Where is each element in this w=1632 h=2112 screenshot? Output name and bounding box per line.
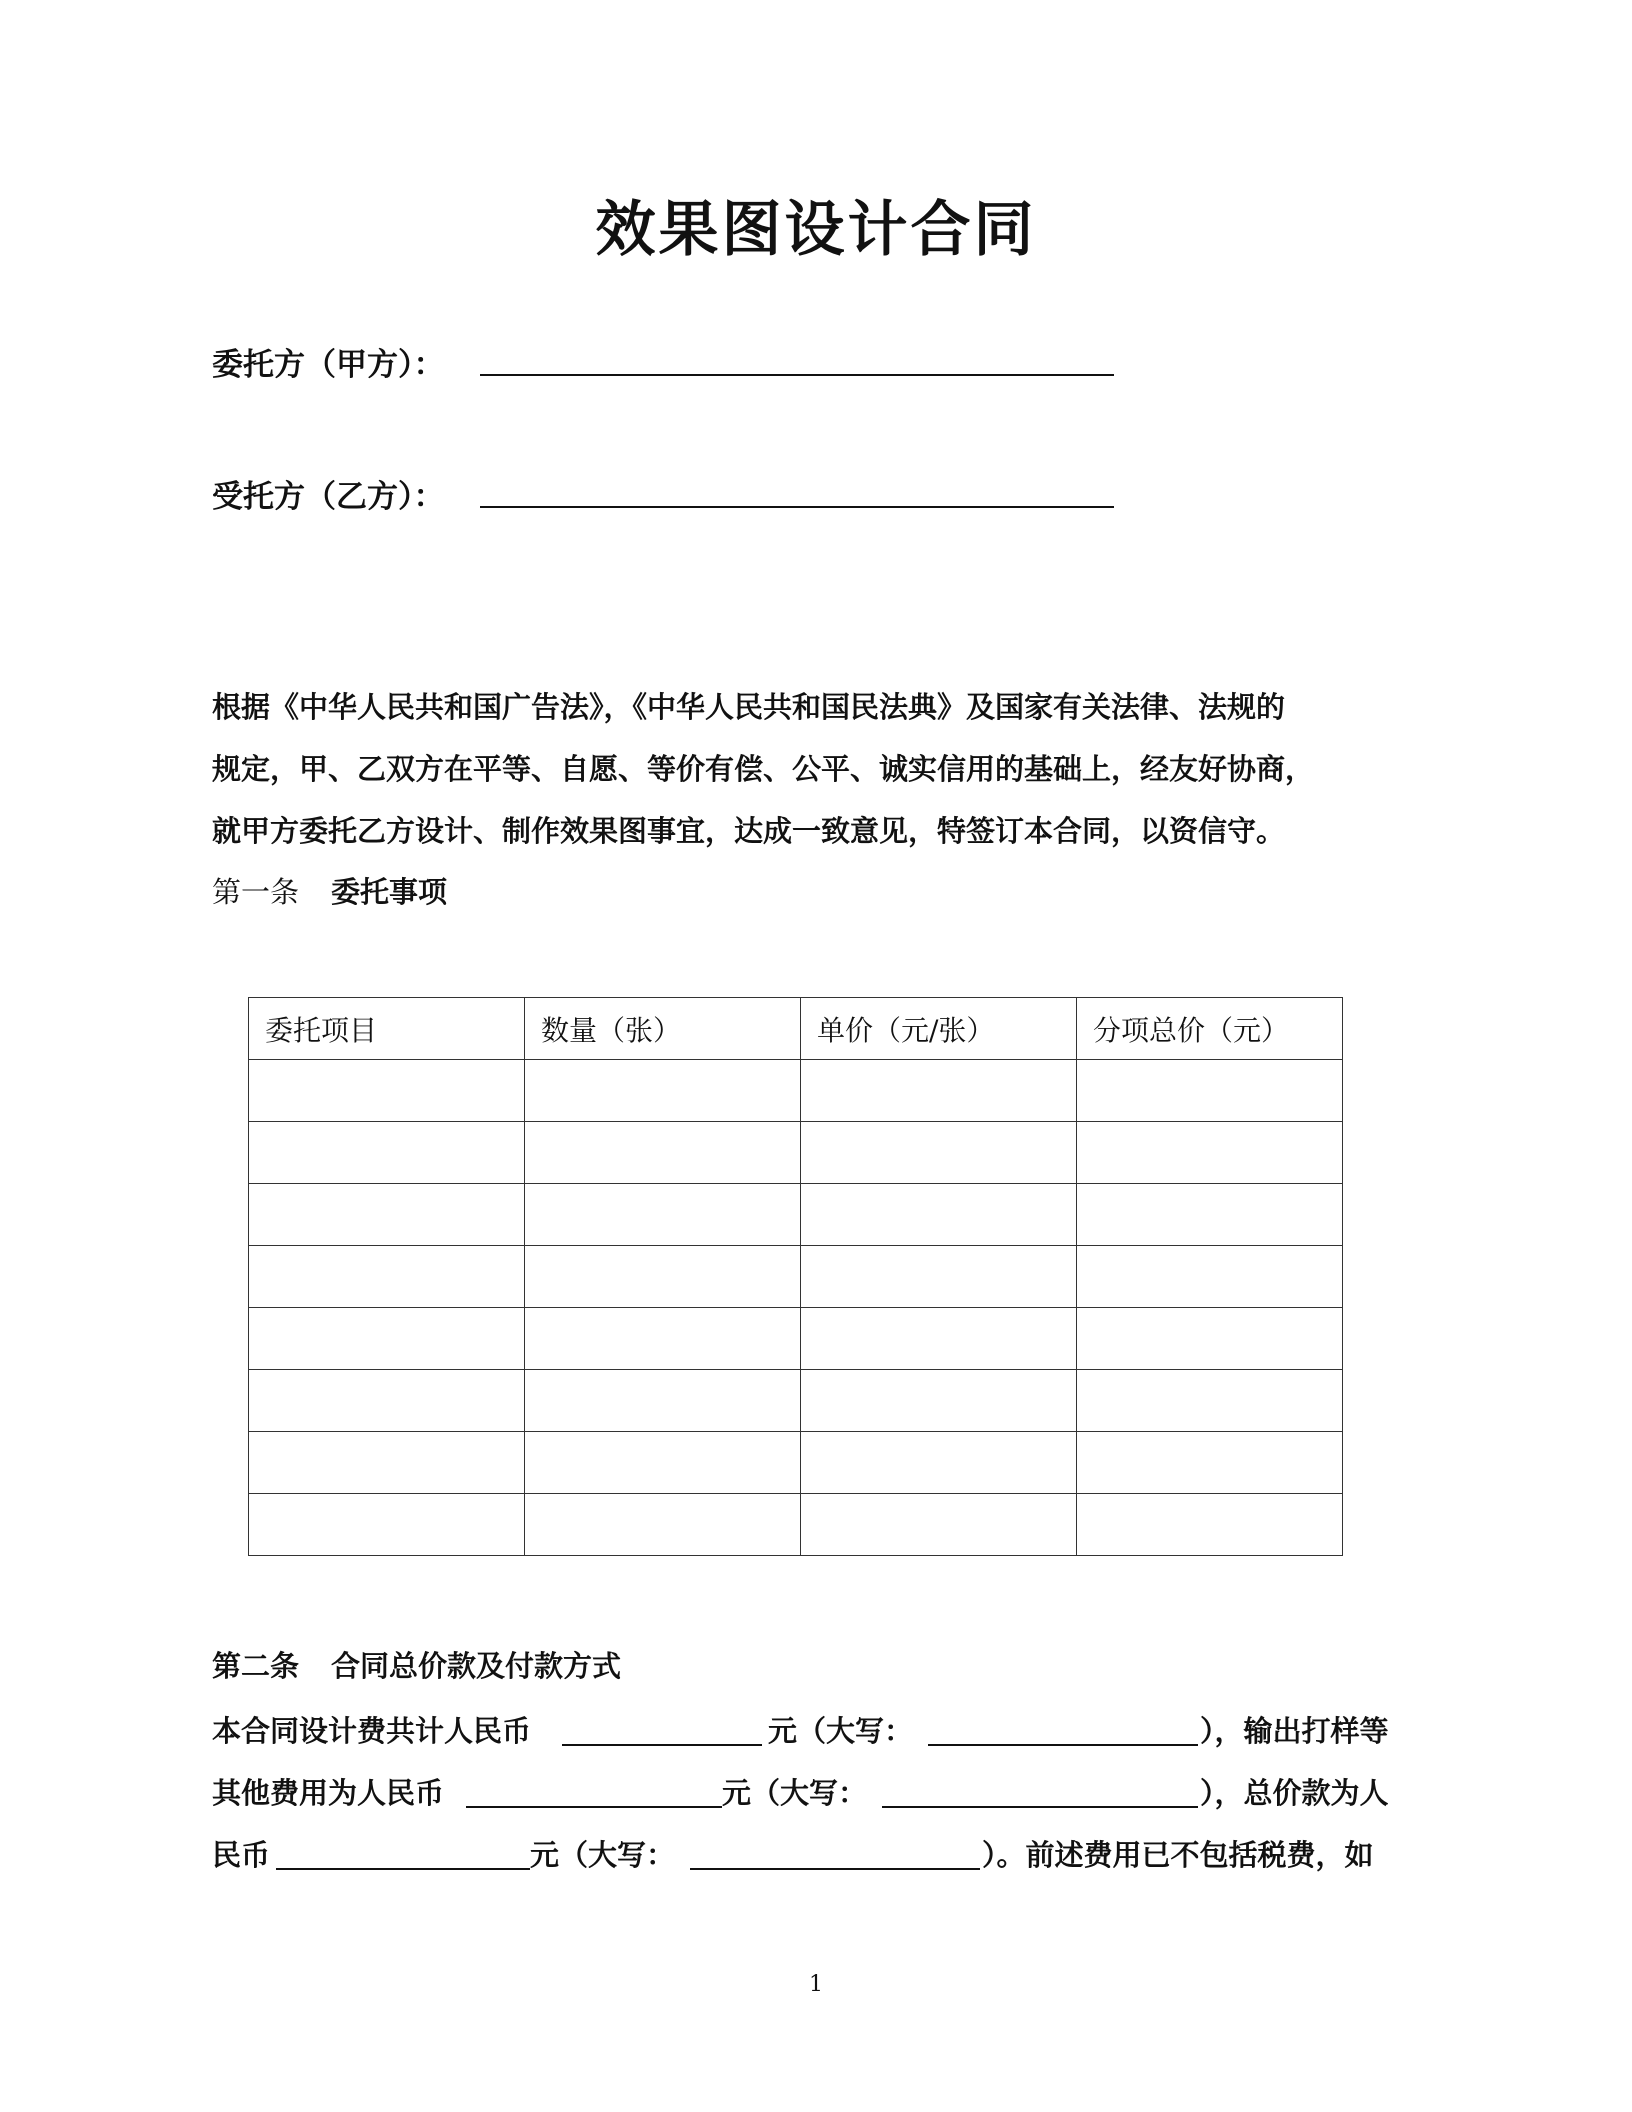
article-number: 第一条 bbox=[212, 875, 300, 909]
column-header-unit-price: 单价（元/张） bbox=[801, 998, 1077, 1060]
table-body bbox=[249, 1060, 1343, 1556]
payment-text: 元（大写： bbox=[530, 1838, 676, 1872]
table-cell[interactable] bbox=[801, 1122, 1077, 1184]
column-header-quantity: 数量（张） bbox=[525, 998, 801, 1060]
table-row bbox=[249, 1370, 1343, 1432]
party-b-blank[interactable] bbox=[480, 506, 1114, 508]
design-fee-words-blank[interactable] bbox=[928, 1744, 1198, 1746]
total-price-blank[interactable] bbox=[276, 1868, 530, 1870]
table-row bbox=[249, 1122, 1343, 1184]
table-row bbox=[249, 1060, 1343, 1122]
table-row bbox=[249, 1246, 1343, 1308]
page-number: 1 bbox=[809, 1972, 823, 1997]
table-cell[interactable] bbox=[525, 1370, 801, 1432]
table-cell[interactable] bbox=[1077, 1122, 1343, 1184]
commission-items-table bbox=[248, 997, 1343, 1556]
table-cell[interactable] bbox=[801, 1308, 1077, 1370]
column-header-subtotal: 分项总价（元） bbox=[1077, 998, 1343, 1060]
table-cell[interactable] bbox=[525, 1122, 801, 1184]
table-cell[interactable] bbox=[525, 1494, 801, 1556]
design-fee-blank[interactable] bbox=[562, 1744, 762, 1746]
table-cell[interactable] bbox=[249, 1432, 525, 1494]
table-cell[interactable] bbox=[801, 1060, 1077, 1122]
party-a-blank[interactable] bbox=[480, 374, 1114, 376]
party-b-label: 受托方（乙方）： bbox=[212, 479, 445, 515]
table-cell[interactable] bbox=[801, 1184, 1077, 1246]
table-cell[interactable] bbox=[1077, 1308, 1343, 1370]
payment-text: 其他费用为人民币 bbox=[212, 1776, 445, 1810]
table-cell[interactable] bbox=[249, 1370, 525, 1432]
payment-line bbox=[212, 1700, 1412, 1762]
other-fee-blank[interactable] bbox=[466, 1806, 722, 1808]
table-row bbox=[249, 1184, 1343, 1246]
table-cell[interactable] bbox=[1077, 1370, 1343, 1432]
table-cell[interactable] bbox=[1077, 1060, 1343, 1122]
table-row bbox=[249, 1432, 1343, 1494]
party-a-row bbox=[212, 340, 445, 390]
payment-line bbox=[212, 1762, 1412, 1824]
table-cell[interactable] bbox=[249, 1060, 525, 1122]
intro-line: 就甲方委托乙方设计、制作效果图事宜，达成一致意见，特签订本合同，以资信守。 bbox=[212, 814, 1286, 848]
table-cell[interactable] bbox=[525, 1060, 801, 1122]
table-row bbox=[249, 1494, 1343, 1556]
payment-text: 元（大写： bbox=[722, 1776, 868, 1810]
intro-line: 规定，甲、乙双方在平等、自愿、等价有偿、公平、诚实信用的基础上，经友好协商， bbox=[212, 752, 1315, 786]
table-cell[interactable] bbox=[249, 1494, 525, 1556]
table-cell[interactable] bbox=[1077, 1494, 1343, 1556]
table-cell[interactable] bbox=[801, 1432, 1077, 1494]
table-cell[interactable] bbox=[249, 1122, 525, 1184]
table-cell[interactable] bbox=[525, 1432, 801, 1494]
table-cell[interactable] bbox=[525, 1308, 801, 1370]
other-fee-words-blank[interactable] bbox=[882, 1806, 1198, 1808]
article-title: 合同总价款及付款方式 bbox=[331, 1649, 622, 1683]
table-cell[interactable] bbox=[525, 1184, 801, 1246]
intro-line: 根据《中华人民共和国广告法》，《中华人民共和国民法典》及国家有关法律、法规的 bbox=[212, 690, 1286, 724]
party-a-label: 委托方（甲方）： bbox=[212, 347, 445, 383]
table-cell[interactable] bbox=[1077, 1246, 1343, 1308]
payment-text: ），输出打样等 bbox=[1200, 1714, 1389, 1748]
table-cell[interactable] bbox=[1077, 1432, 1343, 1494]
table-cell[interactable] bbox=[249, 1308, 525, 1370]
article-2-heading bbox=[212, 1646, 621, 1686]
payment-text: 本合同设计费共计人民币 bbox=[212, 1714, 532, 1748]
table-row bbox=[249, 1308, 1343, 1370]
payment-text: 民币 bbox=[212, 1838, 271, 1872]
table-cell[interactable] bbox=[801, 1370, 1077, 1432]
payment-text: ），总价款为人 bbox=[1200, 1776, 1389, 1810]
document-title: 效果图设计合同 bbox=[595, 195, 1037, 265]
table-cell[interactable] bbox=[249, 1246, 525, 1308]
table-cell[interactable] bbox=[525, 1246, 801, 1308]
table-cell[interactable] bbox=[1077, 1184, 1343, 1246]
payment-line bbox=[212, 1824, 1412, 1886]
payment-text: ）。前述费用已不包括税费，如 bbox=[982, 1838, 1374, 1872]
intro-paragraph bbox=[212, 676, 1412, 862]
total-price-words-blank[interactable] bbox=[690, 1868, 980, 1870]
article-1-heading bbox=[212, 872, 447, 912]
table-cell[interactable] bbox=[801, 1246, 1077, 1308]
party-b-row bbox=[212, 472, 445, 522]
table-cell[interactable] bbox=[249, 1184, 525, 1246]
payment-text: 元（大写： bbox=[768, 1714, 914, 1748]
table-cell[interactable] bbox=[801, 1494, 1077, 1556]
column-header-item: 委托项目 bbox=[249, 998, 525, 1060]
article-title: 委托事项 bbox=[331, 875, 448, 909]
table-header-row bbox=[249, 998, 1343, 1060]
article-number: 第二条 bbox=[212, 1649, 300, 1683]
